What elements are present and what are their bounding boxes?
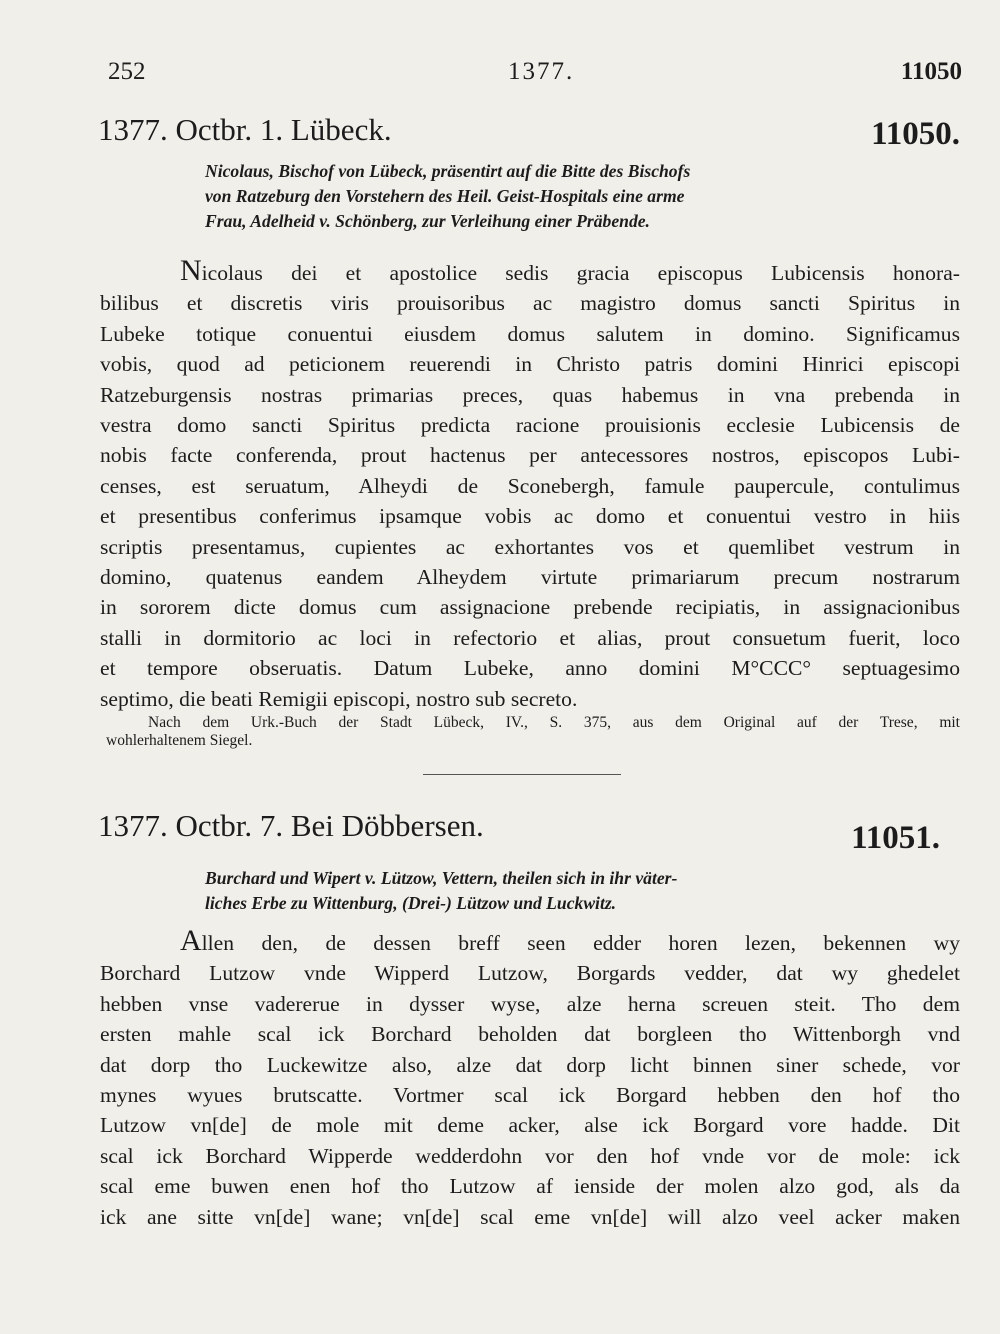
body-line: scal ick Borchard Wipperde wedderdohn vor den hof vnde vor de mole: ick xyxy=(100,1143,960,1168)
entry-date: 1377. Octbr. 7. Bei Döbbersen. xyxy=(98,808,484,843)
body-line: Lutzow vn[de] de mole mit deme acker, alse ick Borgard vore hadde. Dit xyxy=(100,1113,960,1138)
body-first-line xyxy=(100,256,960,288)
body-line: vestra domo sancti Spiritus predicta racione prouisionis ecclesie Lubicensis de xyxy=(100,413,960,438)
body-line: scal eme buwen enen hof tho Lutzow af ienside der molen alzo god, als da xyxy=(100,1174,960,1199)
body-line: Lubeke totique conuentui eiusdem domus salutem in domino. Significamus xyxy=(100,321,960,346)
body-line: in sororem dicte domus cum assignacione prebende recipiatis, in assignacionibus xyxy=(100,595,960,620)
body-line: dat dorp tho Luckewitze also, alze dat dorp licht binnen siner schede, vor xyxy=(100,1052,960,1077)
drop-cap: N xyxy=(180,254,202,287)
drop-cap: A xyxy=(180,924,202,957)
section-divider xyxy=(423,774,621,775)
entry-summary xyxy=(205,866,960,916)
body-line: domino, quatenus eandem Alheydem virtute primariarum precum nostrarum xyxy=(100,565,960,590)
source-note-line: Nach dem Urk.-Buch der Stadt Lübeck, IV., S. 375, aus dem Original auf der Trese, mit xyxy=(148,714,960,731)
entry-heading xyxy=(98,808,960,858)
summary-line: Burchard und Wipert v. Lützow, Vettern, theilen sich in ihr väter- xyxy=(205,868,678,888)
body-line: icolaus dei et apostolice sedis gracia episcopus Lubicensis honora- xyxy=(201,261,960,285)
body-line: scriptis presentamus, cupientes ac exhortantes vos et quemlibet vestrum in xyxy=(100,534,960,559)
body-line: Ratzeburgensis nostras primarias preces, quas habemus in vna prebenda in xyxy=(100,382,960,407)
entry-number: 11051. xyxy=(851,820,940,856)
body-line: ersten mahle scal ick Borchard beholden dat borgleen tho Wittenborgh vnd xyxy=(100,1022,960,1047)
document-body-text xyxy=(100,256,960,714)
running-head-year: 1377. xyxy=(508,58,575,85)
body-line: hebben vnse vadererue in dysser wyse, alze herna screuen steit. Tho dem xyxy=(100,991,960,1016)
body-line: Borchard Lutzow vnde Wipperd Lutzow, Borgards vedder, dat wy ghedelet xyxy=(100,961,960,986)
summary-line: liches Erbe zu Wittenburg, (Drei-) Lützow und Luckwitz. xyxy=(205,893,617,913)
body-line: mynes wyues brutscatte. Vortmer scal ick Borgard hebben den hof tho xyxy=(100,1083,960,1108)
body-line: stalli in dormitorio ac loci in refectorio et alias, prout consuetum fuerit, loco xyxy=(100,625,960,650)
entry-number: 11050. xyxy=(871,116,960,152)
entry-date: 1377. Octbr. 1. Lübeck. xyxy=(98,112,392,147)
body-line: vobis, quod ad peticionem reuerendi in Christo patris domini Hinrici episcopi xyxy=(100,352,960,377)
body-line: et tempore obseruatis. Datum Lubeke, anno domini M°CCC° septuagesimo xyxy=(100,656,960,681)
running-head xyxy=(108,58,962,92)
summary-line: Nicolaus, Bischof von Lübeck, präsentirt auf die Bitte des Bischofs xyxy=(205,161,691,181)
body-line: et presentibus conferimus ipsamque vobis ac domo et conuentui vestro in hiis xyxy=(100,504,960,529)
entry-heading xyxy=(98,112,960,162)
source-note-line: wohlerhaltenem Siegel. xyxy=(106,732,253,749)
page-number: 252 xyxy=(108,58,146,85)
body-line: nobis facte conferenda, prout hactenus per antecessores nostros, episcopos Lubi- xyxy=(100,443,960,468)
body-line: bilibus et discretis viris prouisoribus ac magistro domus sancti Spiritus in xyxy=(100,291,960,316)
body-line: censes, est seruatum, Alheydi de Sconebergh, famule paupercule, contulimus xyxy=(100,473,960,498)
document-body-text xyxy=(100,926,960,1232)
summary-line: Frau, Adelheid v. Schönberg, zur Verleihung einer Präbende. xyxy=(205,211,650,231)
body-line: llen den, de dessen breff seen edder horen lezen, bekennen wy xyxy=(201,931,960,955)
body-line: ick ane sitte vn[de] wane; vn[de] scal eme vn[de] will alzo veel acker maken xyxy=(100,1204,960,1229)
body-first-line xyxy=(100,926,960,958)
summary-line: von Ratzeburg den Vorstehern des Heil. Geist-Hospitals eine arme xyxy=(205,186,685,206)
running-head-doc-number: 11050 xyxy=(900,58,962,85)
source-note xyxy=(106,714,960,750)
entry-summary xyxy=(205,159,960,234)
body-line: septimo, die beati Remigii episcopi, nostro sub secreto. xyxy=(100,686,578,711)
